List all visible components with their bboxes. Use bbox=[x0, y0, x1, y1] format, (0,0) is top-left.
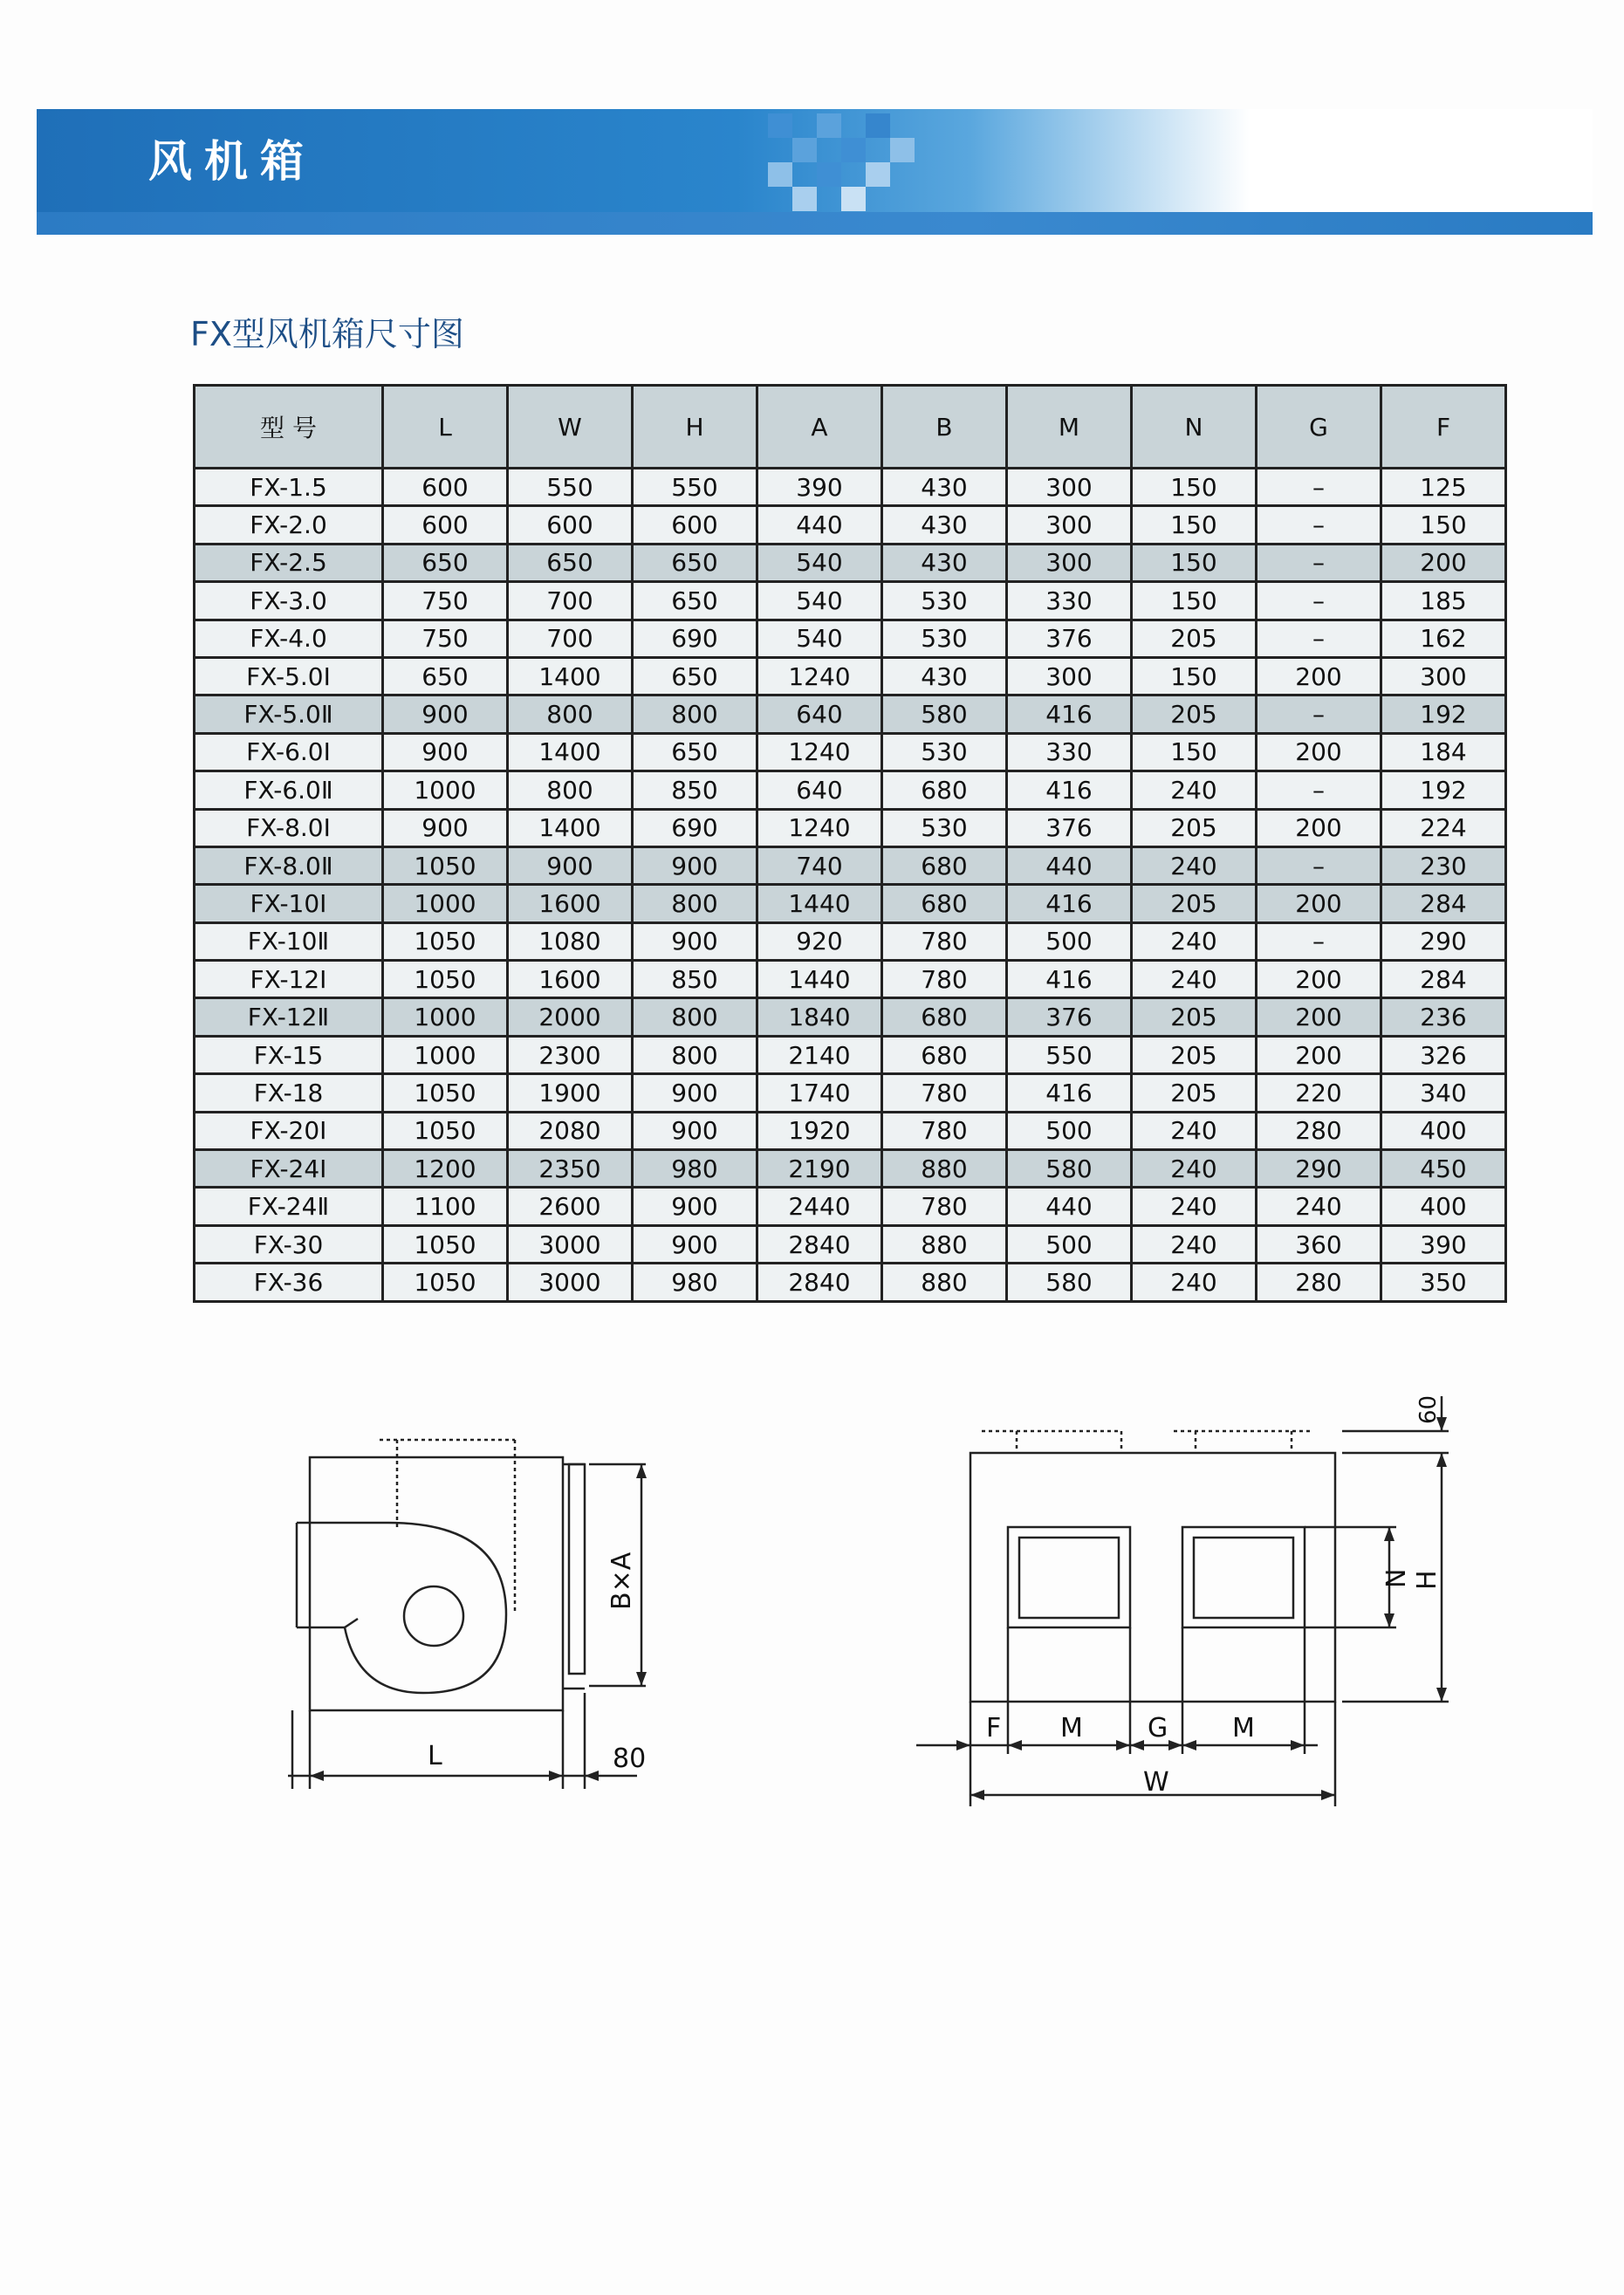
value-cell: 500 bbox=[1007, 1112, 1132, 1149]
value-cell: 500 bbox=[1007, 922, 1132, 960]
value-cell: 1200 bbox=[383, 1150, 508, 1188]
value-cell: 1050 bbox=[383, 961, 508, 998]
value-cell: 540 bbox=[757, 620, 882, 657]
value-cell: 540 bbox=[757, 544, 882, 581]
value-cell: 280 bbox=[1257, 1264, 1381, 1301]
value-cell: 640 bbox=[757, 695, 882, 733]
table-row bbox=[195, 1188, 1506, 1225]
value-cell: 650 bbox=[633, 733, 757, 771]
value-cell: 376 bbox=[1007, 809, 1132, 846]
model-cell: FX-6.0Ⅱ bbox=[195, 771, 383, 809]
value-cell: 2190 bbox=[757, 1150, 882, 1188]
value-cell: 430 bbox=[882, 657, 1007, 695]
value-cell: 1400 bbox=[508, 733, 633, 771]
value-cell: – bbox=[1257, 620, 1381, 657]
table-row bbox=[195, 695, 1506, 733]
value-cell: 240 bbox=[1132, 1225, 1257, 1263]
value-cell: 290 bbox=[1381, 922, 1506, 960]
model-cell: FX-24Ⅱ bbox=[195, 1188, 383, 1225]
value-cell: 550 bbox=[508, 469, 633, 506]
value-cell: 376 bbox=[1007, 620, 1132, 657]
column-header: 型 号 bbox=[195, 386, 383, 469]
value-cell: 416 bbox=[1007, 695, 1132, 733]
value-cell: 200 bbox=[1257, 733, 1381, 771]
value-cell: 300 bbox=[1381, 657, 1506, 695]
value-cell: 1400 bbox=[508, 657, 633, 695]
table-row bbox=[195, 961, 1506, 998]
column-header: H bbox=[633, 386, 757, 469]
model-cell: FX-10Ⅱ bbox=[195, 922, 383, 960]
dim-label-F: F bbox=[986, 1713, 1002, 1744]
value-cell: 600 bbox=[508, 506, 633, 544]
value-cell: 700 bbox=[508, 620, 633, 657]
value-cell: 150 bbox=[1132, 544, 1257, 581]
model-cell: FX-2.0 bbox=[195, 506, 383, 544]
value-cell: 284 bbox=[1381, 961, 1506, 998]
value-cell: – bbox=[1257, 922, 1381, 960]
value-cell: 350 bbox=[1381, 1264, 1506, 1301]
model-cell: FX-5.0Ⅰ bbox=[195, 657, 383, 695]
value-cell: 900 bbox=[633, 1188, 757, 1225]
dim-label-bxa: B×A bbox=[606, 1552, 637, 1610]
value-cell: 1400 bbox=[508, 809, 633, 846]
value-cell: 740 bbox=[757, 846, 882, 884]
table-row bbox=[195, 469, 1506, 506]
value-cell: 290 bbox=[1257, 1150, 1381, 1188]
dim-label-H: H bbox=[1412, 1570, 1442, 1590]
table-row bbox=[195, 657, 1506, 695]
value-cell: 3000 bbox=[508, 1225, 633, 1263]
table-row bbox=[195, 1112, 1506, 1149]
value-cell: 340 bbox=[1381, 1074, 1506, 1112]
value-cell: 700 bbox=[508, 582, 633, 620]
value-cell: 1050 bbox=[383, 1225, 508, 1263]
value-cell: 150 bbox=[1381, 506, 1506, 544]
section-title: FX型风机箱尺寸图 bbox=[190, 315, 464, 353]
value-cell: 530 bbox=[882, 620, 1007, 657]
table-row bbox=[195, 809, 1506, 846]
value-cell: 205 bbox=[1132, 809, 1257, 846]
value-cell: 162 bbox=[1381, 620, 1506, 657]
value-cell: 230 bbox=[1381, 846, 1506, 884]
column-header: W bbox=[508, 386, 633, 469]
value-cell: 240 bbox=[1257, 1188, 1381, 1225]
value-cell: 416 bbox=[1007, 1074, 1132, 1112]
value-cell: 900 bbox=[633, 1074, 757, 1112]
value-cell: 650 bbox=[633, 544, 757, 581]
value-cell: 800 bbox=[633, 998, 757, 1036]
value-cell: 150 bbox=[1132, 506, 1257, 544]
table-header-row bbox=[195, 386, 1506, 469]
value-cell: 1920 bbox=[757, 1112, 882, 1149]
value-cell: 150 bbox=[1132, 469, 1257, 506]
value-cell: 900 bbox=[383, 809, 508, 846]
value-cell: 650 bbox=[383, 657, 508, 695]
dim-label-M: M bbox=[1060, 1713, 1083, 1744]
dim-label-80: 80 bbox=[613, 1744, 647, 1774]
value-cell: 240 bbox=[1132, 1112, 1257, 1149]
table-row bbox=[195, 1074, 1506, 1112]
value-cell: 150 bbox=[1132, 657, 1257, 695]
value-cell: 300 bbox=[1007, 544, 1132, 581]
model-cell: FX-1.5 bbox=[195, 469, 383, 506]
value-cell: – bbox=[1257, 582, 1381, 620]
value-cell: 580 bbox=[882, 695, 1007, 733]
value-cell: 1600 bbox=[508, 961, 633, 998]
value-cell: 540 bbox=[757, 582, 882, 620]
value-cell: 1050 bbox=[383, 846, 508, 884]
value-cell: 430 bbox=[882, 544, 1007, 581]
value-cell: 1900 bbox=[508, 1074, 633, 1112]
dim-label-L: L bbox=[428, 1741, 442, 1771]
value-cell: 1240 bbox=[757, 733, 882, 771]
value-cell: 185 bbox=[1381, 582, 1506, 620]
dim-label-N: N bbox=[1381, 1568, 1412, 1588]
value-cell: 680 bbox=[882, 998, 1007, 1036]
value-cell: 780 bbox=[882, 1112, 1007, 1149]
value-cell: 360 bbox=[1257, 1225, 1381, 1263]
dim-label-W: W bbox=[1143, 1767, 1169, 1798]
value-cell: 3000 bbox=[508, 1264, 633, 1301]
value-cell: 400 bbox=[1381, 1188, 1506, 1225]
value-cell: 1000 bbox=[383, 771, 508, 809]
model-cell: FX-2.5 bbox=[195, 544, 383, 581]
model-cell: FX-5.0Ⅱ bbox=[195, 695, 383, 733]
value-cell: 300 bbox=[1007, 506, 1132, 544]
value-cell: 900 bbox=[633, 1112, 757, 1149]
value-cell: 236 bbox=[1381, 998, 1506, 1036]
value-cell: 330 bbox=[1007, 582, 1132, 620]
table-row bbox=[195, 1036, 1506, 1073]
value-cell: 650 bbox=[633, 657, 757, 695]
value-cell: 1050 bbox=[383, 922, 508, 960]
model-cell: FX-10Ⅰ bbox=[195, 885, 383, 922]
value-cell: 240 bbox=[1132, 846, 1257, 884]
value-cell: 205 bbox=[1132, 998, 1257, 1036]
model-cell: FX-36 bbox=[195, 1264, 383, 1301]
value-cell: 980 bbox=[633, 1150, 757, 1188]
value-cell: 680 bbox=[882, 1036, 1007, 1073]
value-cell: 500 bbox=[1007, 1225, 1132, 1263]
value-cell: 1000 bbox=[383, 998, 508, 1036]
value-cell: 240 bbox=[1132, 961, 1257, 998]
model-cell: FX-6.0Ⅰ bbox=[195, 733, 383, 771]
value-cell: 1050 bbox=[383, 1112, 508, 1149]
value-cell: 330 bbox=[1007, 733, 1132, 771]
value-cell: 780 bbox=[882, 961, 1007, 998]
value-cell: 780 bbox=[882, 1074, 1007, 1112]
value-cell: 390 bbox=[1381, 1225, 1506, 1263]
table-row bbox=[195, 544, 1506, 581]
model-cell: FX-4.0 bbox=[195, 620, 383, 657]
table-row bbox=[195, 1225, 1506, 1263]
column-header: G bbox=[1257, 386, 1381, 469]
value-cell: 680 bbox=[882, 885, 1007, 922]
value-cell: 1050 bbox=[383, 1074, 508, 1112]
value-cell: 240 bbox=[1132, 1264, 1257, 1301]
value-cell: 430 bbox=[882, 506, 1007, 544]
value-cell: 800 bbox=[633, 885, 757, 922]
table-row bbox=[195, 1264, 1506, 1301]
value-cell: 240 bbox=[1132, 1188, 1257, 1225]
model-cell: FX-8.0Ⅰ bbox=[195, 809, 383, 846]
value-cell: 550 bbox=[633, 469, 757, 506]
value-cell: 1240 bbox=[757, 809, 882, 846]
model-cell: FX-18 bbox=[195, 1074, 383, 1112]
value-cell: 880 bbox=[882, 1225, 1007, 1263]
value-cell: 150 bbox=[1132, 582, 1257, 620]
model-cell: FX-24Ⅰ bbox=[195, 1150, 383, 1188]
value-cell: 640 bbox=[757, 771, 882, 809]
value-cell: 1440 bbox=[757, 961, 882, 998]
front-view-drawing bbox=[908, 1387, 1536, 1841]
value-cell: – bbox=[1257, 771, 1381, 809]
table-row bbox=[195, 771, 1506, 809]
value-cell: 205 bbox=[1132, 885, 1257, 922]
value-cell: 680 bbox=[882, 771, 1007, 809]
value-cell: 680 bbox=[882, 846, 1007, 884]
value-cell: 280 bbox=[1257, 1112, 1381, 1149]
value-cell: 1740 bbox=[757, 1074, 882, 1112]
value-cell: 240 bbox=[1132, 771, 1257, 809]
value-cell: 800 bbox=[633, 1036, 757, 1073]
value-cell: 184 bbox=[1381, 733, 1506, 771]
table-row bbox=[195, 846, 1506, 884]
value-cell: 900 bbox=[383, 695, 508, 733]
value-cell: 192 bbox=[1381, 695, 1506, 733]
value-cell: 900 bbox=[508, 846, 633, 884]
value-cell: 750 bbox=[383, 620, 508, 657]
value-cell: 1100 bbox=[383, 1188, 508, 1225]
value-cell: 416 bbox=[1007, 961, 1132, 998]
value-cell: 2140 bbox=[757, 1036, 882, 1073]
value-cell: 530 bbox=[882, 582, 1007, 620]
value-cell: – bbox=[1257, 506, 1381, 544]
value-cell: 530 bbox=[882, 809, 1007, 846]
model-cell: FX-3.0 bbox=[195, 582, 383, 620]
value-cell: 200 bbox=[1257, 961, 1381, 998]
table-row bbox=[195, 582, 1506, 620]
value-cell: 192 bbox=[1381, 771, 1506, 809]
value-cell: 880 bbox=[882, 1150, 1007, 1188]
value-cell: 300 bbox=[1007, 469, 1132, 506]
column-header: B bbox=[882, 386, 1007, 469]
value-cell: 1240 bbox=[757, 657, 882, 695]
model-cell: FX-30 bbox=[195, 1225, 383, 1263]
value-cell: 1050 bbox=[383, 1264, 508, 1301]
value-cell: 2080 bbox=[508, 1112, 633, 1149]
value-cell: 800 bbox=[508, 695, 633, 733]
table-row bbox=[195, 733, 1506, 771]
value-cell: 200 bbox=[1257, 809, 1381, 846]
model-cell: FX-15 bbox=[195, 1036, 383, 1073]
value-cell: 200 bbox=[1257, 998, 1381, 1036]
value-cell: 1000 bbox=[383, 885, 508, 922]
value-cell: 1000 bbox=[383, 1036, 508, 1073]
value-cell: 205 bbox=[1132, 620, 1257, 657]
table-row bbox=[195, 885, 1506, 922]
value-cell: 240 bbox=[1132, 922, 1257, 960]
column-header: M bbox=[1007, 386, 1132, 469]
value-cell: 600 bbox=[383, 506, 508, 544]
value-cell: 125 bbox=[1381, 469, 1506, 506]
value-cell: 780 bbox=[882, 922, 1007, 960]
value-cell: 800 bbox=[633, 695, 757, 733]
dim-label-60: 60 bbox=[1415, 1394, 1442, 1424]
table-row bbox=[195, 922, 1506, 960]
column-header: L bbox=[383, 386, 508, 469]
value-cell: 850 bbox=[633, 771, 757, 809]
value-cell: 205 bbox=[1132, 1036, 1257, 1073]
model-cell: FX-12Ⅱ bbox=[195, 998, 383, 1036]
value-cell: 2440 bbox=[757, 1188, 882, 1225]
value-cell: 600 bbox=[633, 506, 757, 544]
value-cell: 205 bbox=[1132, 695, 1257, 733]
value-cell: 300 bbox=[1007, 657, 1132, 695]
value-cell: 650 bbox=[508, 544, 633, 581]
value-cell: – bbox=[1257, 544, 1381, 581]
value-cell: 880 bbox=[882, 1264, 1007, 1301]
dimension-table-container bbox=[193, 384, 1507, 1303]
value-cell: 850 bbox=[633, 961, 757, 998]
value-cell: 400 bbox=[1381, 1112, 1506, 1149]
value-cell: 440 bbox=[757, 506, 882, 544]
value-cell: 920 bbox=[757, 922, 882, 960]
value-cell: 390 bbox=[757, 469, 882, 506]
model-cell: FX-12Ⅰ bbox=[195, 961, 383, 998]
value-cell: 580 bbox=[1007, 1150, 1132, 1188]
value-cell: 200 bbox=[1381, 544, 1506, 581]
value-cell: 800 bbox=[508, 771, 633, 809]
value-cell: 900 bbox=[633, 1225, 757, 1263]
value-cell: 220 bbox=[1257, 1074, 1381, 1112]
column-header: F bbox=[1381, 386, 1506, 469]
value-cell: 2350 bbox=[508, 1150, 633, 1188]
value-cell: 430 bbox=[882, 469, 1007, 506]
value-cell: 550 bbox=[1007, 1036, 1132, 1073]
value-cell: 980 bbox=[633, 1264, 757, 1301]
value-cell: 450 bbox=[1381, 1150, 1506, 1188]
value-cell: 900 bbox=[633, 846, 757, 884]
value-cell: 200 bbox=[1257, 1036, 1381, 1073]
dim-label-G: G bbox=[1148, 1713, 1168, 1744]
table-row bbox=[195, 1150, 1506, 1188]
value-cell: 200 bbox=[1257, 885, 1381, 922]
dimension-table bbox=[193, 384, 1507, 1303]
value-cell: 416 bbox=[1007, 771, 1132, 809]
value-cell: 326 bbox=[1381, 1036, 1506, 1073]
value-cell: 580 bbox=[1007, 1264, 1132, 1301]
value-cell: 1600 bbox=[508, 885, 633, 922]
value-cell: – bbox=[1257, 469, 1381, 506]
value-cell: 900 bbox=[383, 733, 508, 771]
value-cell: 780 bbox=[882, 1188, 1007, 1225]
value-cell: – bbox=[1257, 695, 1381, 733]
value-cell: 750 bbox=[383, 582, 508, 620]
value-cell: 200 bbox=[1257, 657, 1381, 695]
model-cell: FX-8.0Ⅱ bbox=[195, 846, 383, 884]
value-cell: 2840 bbox=[757, 1225, 882, 1263]
value-cell: 2840 bbox=[757, 1264, 882, 1301]
value-cell: 376 bbox=[1007, 998, 1132, 1036]
checker-decoration bbox=[768, 106, 951, 209]
value-cell: 530 bbox=[882, 733, 1007, 771]
value-cell: 2600 bbox=[508, 1188, 633, 1225]
value-cell: 1840 bbox=[757, 998, 882, 1036]
column-header: N bbox=[1132, 386, 1257, 469]
value-cell: 284 bbox=[1381, 885, 1506, 922]
value-cell: 900 bbox=[633, 922, 757, 960]
model-cell: FX-20Ⅰ bbox=[195, 1112, 383, 1149]
column-header: A bbox=[757, 386, 882, 469]
side-view-drawing bbox=[236, 1422, 689, 1806]
value-cell: 1440 bbox=[757, 885, 882, 922]
header-stripe bbox=[37, 212, 1593, 235]
value-cell: 205 bbox=[1132, 1074, 1257, 1112]
page-title: 风机箱 bbox=[148, 136, 316, 187]
value-cell: 2000 bbox=[508, 998, 633, 1036]
value-cell: 240 bbox=[1132, 1150, 1257, 1188]
value-cell: 650 bbox=[383, 544, 508, 581]
value-cell: 650 bbox=[633, 582, 757, 620]
table-row bbox=[195, 620, 1506, 657]
dim-label-M: M bbox=[1232, 1713, 1255, 1744]
value-cell: 150 bbox=[1132, 733, 1257, 771]
value-cell: 690 bbox=[633, 809, 757, 846]
value-cell: 690 bbox=[633, 620, 757, 657]
value-cell: 2300 bbox=[508, 1036, 633, 1073]
value-cell: 600 bbox=[383, 469, 508, 506]
value-cell: 440 bbox=[1007, 1188, 1132, 1225]
value-cell: 416 bbox=[1007, 885, 1132, 922]
value-cell: 440 bbox=[1007, 846, 1132, 884]
table-body bbox=[195, 469, 1506, 1302]
value-cell: 224 bbox=[1381, 809, 1506, 846]
table-row bbox=[195, 506, 1506, 544]
table-row bbox=[195, 998, 1506, 1036]
value-cell: – bbox=[1257, 846, 1381, 884]
value-cell: 1080 bbox=[508, 922, 633, 960]
